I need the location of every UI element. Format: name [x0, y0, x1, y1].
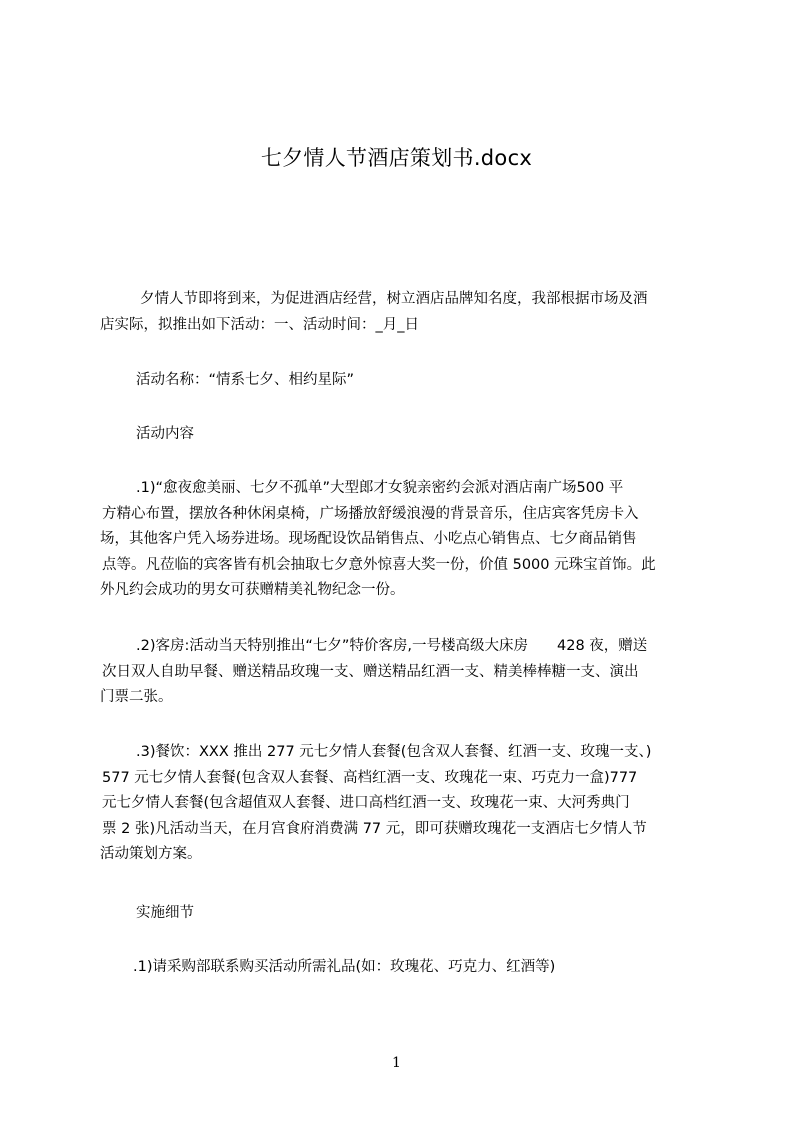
paragraph-item-2	[100, 634, 703, 711]
paragraph-activity-name	[100, 368, 703, 394]
paragraph-implementation-item-1	[100, 955, 703, 981]
paragraph-line: 实施细节	[136, 905, 194, 921]
paragraph-line: .1)“愈夜愈美丽、七夕不孤单”大型郎才女貌亲密约会派对酒店南广场500 平	[136, 480, 624, 496]
paragraph-line: 次日双人自助早餐、赠送精品玫瑰一支、赠送精品红酒一支、精美棒棒糖一支、演出	[102, 663, 639, 680]
paragraph-item-1	[100, 476, 703, 604]
paragraph-line: 门票二张。	[100, 689, 173, 705]
paragraph-line: 夕情人节即将到来，为促进酒店经营，树立酒店品牌知名度，我部根据市场及酒	[140, 291, 648, 307]
paragraph-line: 活动名称：“情系七夕、相约星际”	[136, 372, 355, 388]
paragraph-line: 点等。凡莅临的宾客皆有机会抽取七夕意外惊喜大奖一份，价值 5000 元珠宝首饰。此	[102, 556, 656, 573]
paragraph-implementation	[100, 901, 703, 927]
paragraph-line: 活动内容	[136, 426, 194, 442]
document-title: 七夕情人节酒店策划书.docx	[260, 146, 533, 170]
paragraph-line: 外凡约会成功的男女可获赠精美礼物纪念一份。	[100, 582, 405, 598]
paragraph-line: .1)请采购部联系购买活动所需礼品(如：玫瑰花、巧克力、红酒等)	[133, 959, 556, 975]
paragraph-line: 577 元七夕情人套餐(包含双人套餐、高档红酒一支、玫瑰花一束、巧克力一盒)777	[102, 769, 638, 786]
paragraph-line: .3)餐饮：XXX 推出 277 元七夕情人套餐(包含双人套餐、红酒一支、玫瑰一支、)	[136, 744, 652, 760]
paragraph-line: 方精心布置，摆放各种休闲桌椅，广场播放舒缓浪漫的背景音乐，住店宾客凭房卡入	[102, 505, 639, 522]
paragraph-line: 票 2 张)凡活动当天，在月宫食府消费满 77 元，即可获赠玫瑰花一支酒店七夕情人节	[102, 820, 647, 837]
paragraph-line: .2)客房:活动当天特别推出“七夕”特价客房,一号楼高级大床房 428 夜，赠送	[136, 638, 648, 654]
paragraph-activity-content	[100, 422, 703, 448]
paragraph-line: 场，其他客户凭入场券进场。现场配设饮品销售点、小吃点心销售点、七夕商品销售	[100, 531, 637, 547]
paragraph-intro	[100, 287, 703, 338]
paragraph-line: 活动策划方案。	[100, 846, 202, 862]
paragraph-line: 元七夕情人套餐(包含超值双人套餐、进口高档红酒一支、玫瑰花一束、大河秀典门	[102, 795, 630, 811]
page-number: 1	[392, 1055, 401, 1071]
paragraph-line: 店实际，拟推出如下活动：一、活动时间：_月_日	[100, 316, 419, 333]
paragraph-item-3	[100, 740, 703, 868]
